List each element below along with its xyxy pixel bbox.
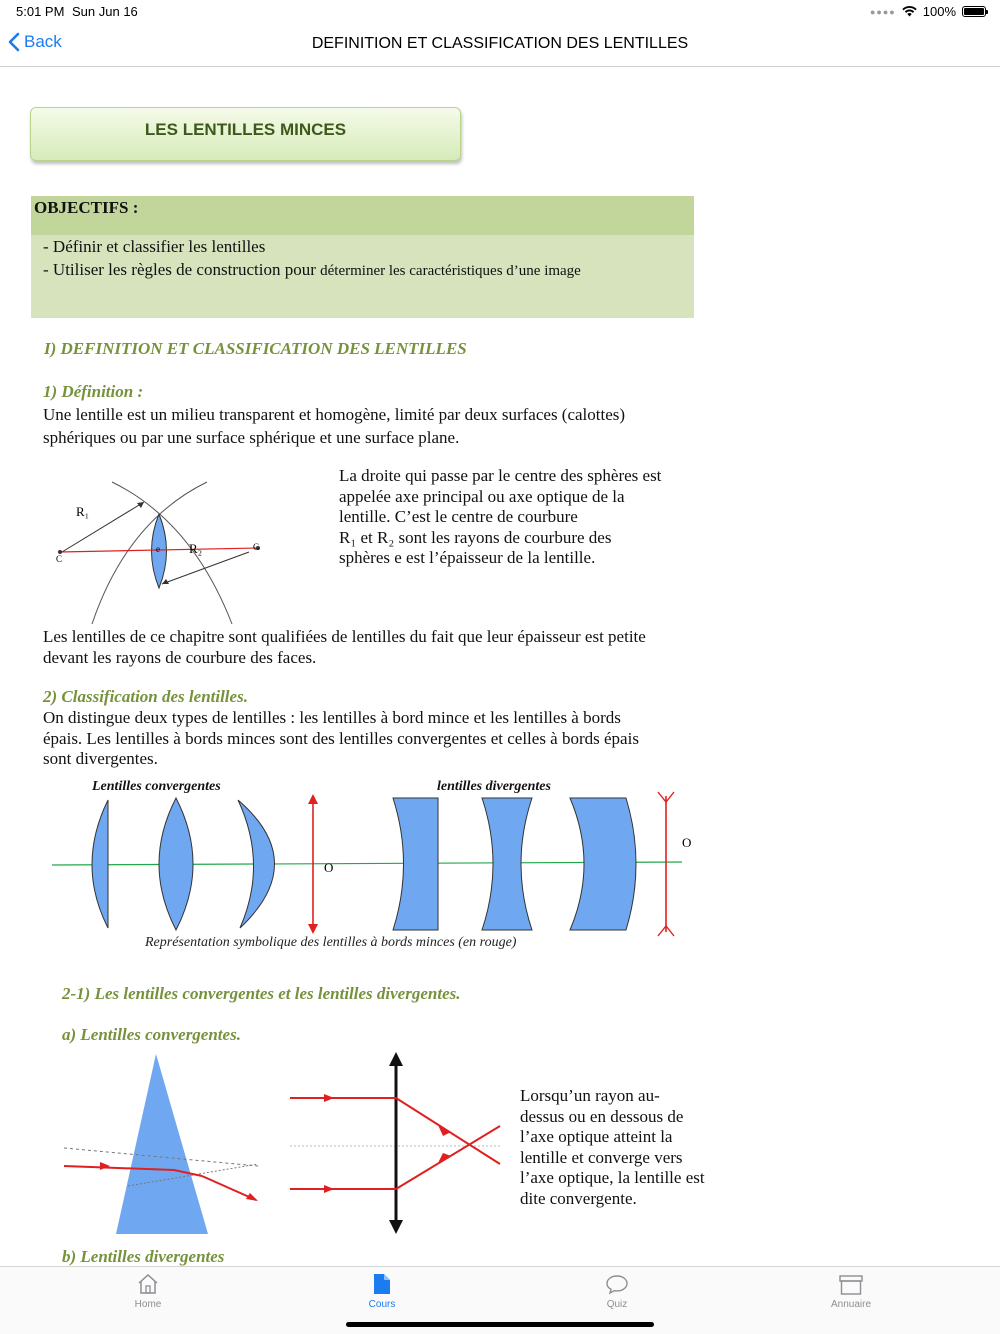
converging-lens-rays-figure: [288, 1052, 504, 1234]
home-indicator[interactable]: [346, 1322, 654, 1327]
chapter-title-box: LES LENTILLES MINCES: [30, 107, 461, 161]
battery-icon: [962, 6, 986, 17]
text-line: On distingue deux types de lentilles : les lentilles à bord mince et les lentilles à bords: [43, 708, 621, 727]
text-line: l’axe optique atteint la: [520, 1127, 673, 1146]
text-line: appelée axe principal ou axe optique de la: [339, 486, 625, 506]
figure-caption: Représentation symbolique des lentilles à bords minces (en rouge): [145, 935, 517, 950]
status-date: Sun Jun 16: [72, 4, 138, 19]
text-line: lentille et converge vers: [520, 1147, 683, 1167]
text-line: lentille. C’est le centre de courbure: [339, 507, 578, 526]
subsection-heading: a) Lentilles convergentes.: [62, 1025, 241, 1044]
center-o-label: O: [324, 860, 334, 875]
paragraph: [43, 404, 625, 448]
objectives-header: OBJECTIFS :: [31, 196, 694, 235]
signal-icon: ●●●●: [870, 6, 896, 17]
objective-text: déterminer les caractéristiques d’une image: [320, 263, 581, 279]
navigation-bar: [0, 24, 1000, 67]
subsection-heading: 2) Classification des lentilles.: [43, 687, 248, 706]
back-label: Back: [24, 32, 62, 51]
chat-bubble-icon: [605, 1273, 629, 1295]
subsection-heading: 1) Définition :: [43, 382, 144, 401]
text-line: R₁ et R₂ sont les rayons de courbure des: [339, 527, 612, 547]
text-line: Lorsqu’un rayon au-: [520, 1086, 660, 1105]
tab-label: Home: [134, 1299, 162, 1310]
text-line: devant les rayons de courbure des faces.: [43, 647, 317, 667]
status-indicators: [870, 4, 986, 19]
subsection-heading: b) Lentilles divergentes: [62, 1247, 225, 1266]
tab-quiz[interactable]: [567, 1273, 667, 1310]
status-time: 5:01 PM: [16, 4, 65, 19]
tab-cours[interactable]: [332, 1273, 432, 1310]
text-line: sont divergentes.: [43, 749, 158, 768]
section-heading: I) DEFINITION ET CLASSIFICATION DES LENTILLES: [44, 339, 467, 358]
objective-item: - Définir et classifier les lentilles: [43, 237, 266, 256]
paragraph: [43, 708, 639, 770]
figure-label: Lentilles convergentes: [92, 779, 221, 794]
text-line: dessus ou en dessous de: [520, 1106, 684, 1126]
document-icon: [373, 1273, 391, 1295]
text-line: dite convergente.: [520, 1188, 637, 1208]
axis-description: [339, 466, 661, 569]
subsection-heading: 2-1) Les lentilles convergentes et les lentilles divergentes.: [62, 984, 461, 1003]
text-line: Les lentilles de ce chapitre sont qualifiées de lentilles du fait que leur épaisseur est petite: [43, 627, 646, 646]
text-line: sphériques ou par une surface sphérique et une surface plane.: [43, 428, 460, 447]
center-1-label: C: [56, 554, 63, 564]
tab-label: Quiz: [606, 1299, 628, 1310]
prism-refraction-figure: [62, 1052, 258, 1234]
tab-annuaire[interactable]: [801, 1273, 901, 1310]
objectives-list: [31, 235, 694, 318]
radius-2-label: R₂: [189, 541, 203, 556]
center-2-label: C: [253, 542, 260, 552]
radius-1-label: R₁: [76, 504, 90, 519]
archive-box-icon: [838, 1273, 864, 1295]
figure-label: lentilles divergentes: [437, 779, 551, 794]
lens-curvature-figure: [52, 476, 268, 626]
text-line: Une lentille est un milieu transparent et homogène, limité par deux surfaces (calottes): [43, 405, 626, 424]
tab-label: Annuaire: [830, 1299, 872, 1310]
battery-percent: 100%: [922, 4, 956, 19]
tab-bar: [0, 1266, 1000, 1334]
text-line: l’axe optique, la lentille est: [520, 1168, 705, 1187]
objective-item: [43, 258, 682, 283]
page-title: DEFINITION ET CLASSIFICATION DES LENTILLES: [311, 35, 689, 52]
home-icon: [136, 1273, 160, 1295]
text-line: épais. Les lentilles à bords minces sont des lentilles convergentes et celles à bords épais: [43, 728, 639, 748]
text-line: sphères e est l’épaisseur de la lentille.: [339, 548, 596, 567]
center-o-label: O: [682, 835, 692, 850]
tab-home[interactable]: [98, 1273, 198, 1310]
thickness-label: e: [156, 544, 160, 554]
text-line: La droite qui passe par le centre des sphères est: [339, 466, 662, 485]
lens-types-figure: [48, 792, 692, 940]
status-bar: [0, 0, 1000, 24]
converging-description: [520, 1086, 705, 1209]
paragraph: [43, 627, 646, 668]
course-content[interactable]: [0, 68, 1000, 1266]
tab-label: Cours: [368, 1299, 396, 1310]
objective-text: - Utiliser les règles de construction pour: [43, 260, 321, 279]
wifi-icon: [902, 6, 917, 17]
